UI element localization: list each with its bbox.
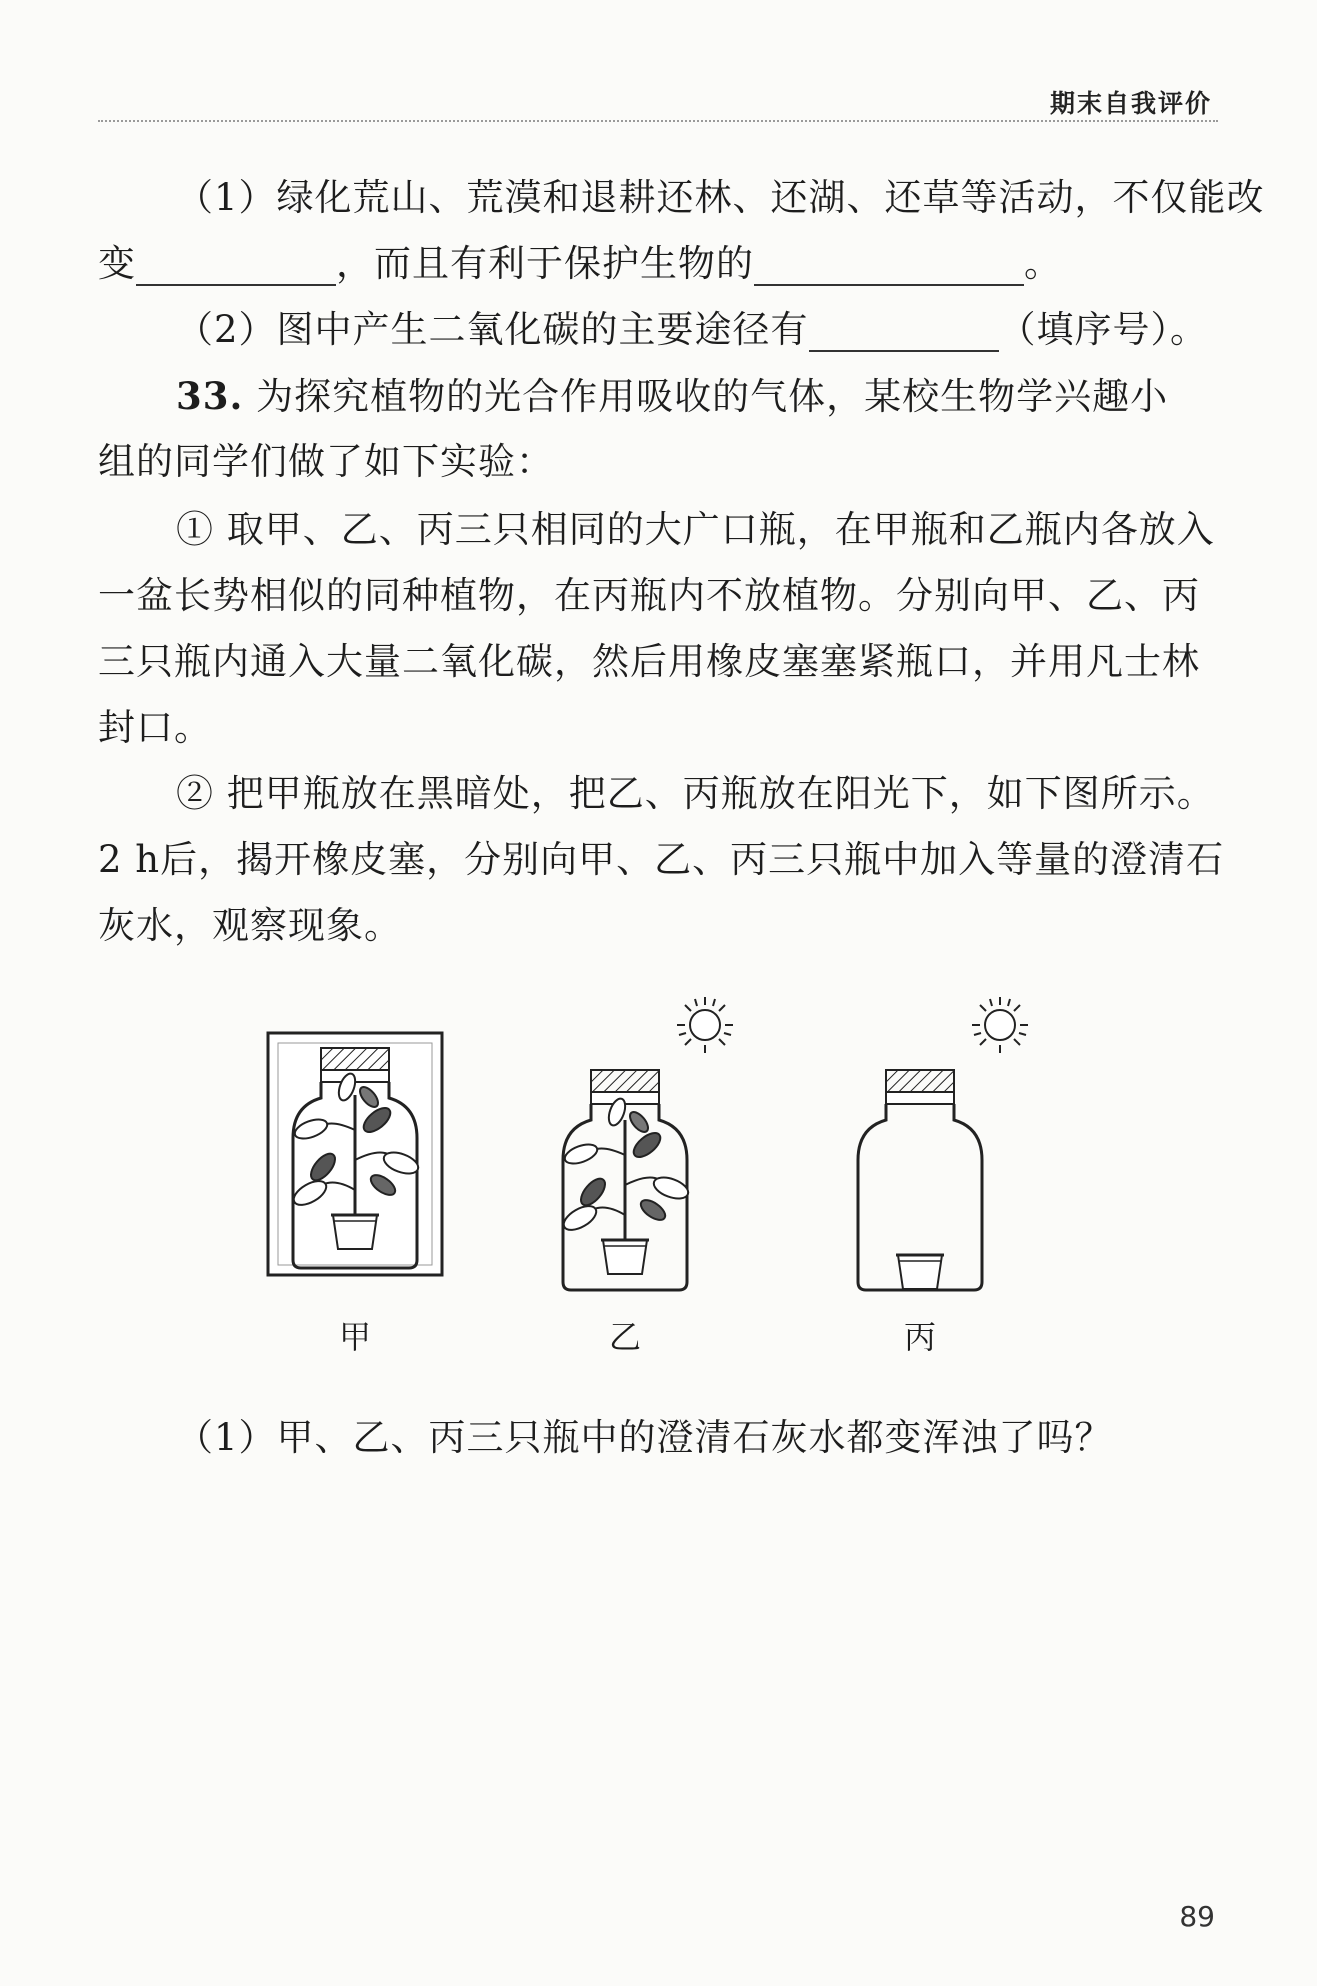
answer-blank-2[interactable]: [754, 240, 1024, 286]
answer-blank-3[interactable]: [809, 306, 999, 352]
q32-part1-line1: （1）绿化荒山、荒漠和退耕还林、还湖、还草等活动，不仅能改: [176, 176, 1265, 219]
jar-yi: [560, 997, 733, 1290]
q33-step2-line2: 2 h后，揭开橡皮塞，分别向甲、乙、丙三只瓶中加入等量的澄清石: [98, 838, 1225, 881]
label-yi: 乙: [608, 1318, 641, 1356]
q33-intro-line2: 组的同学们做了如下实验：: [98, 440, 554, 483]
q32-text: 。: [1024, 242, 1062, 285]
q32-text: （2）图中产生二氧化碳的主要途径有: [176, 308, 809, 351]
experiment-figure: [250, 990, 1070, 1370]
q33-intro-line1: [176, 363, 1223, 430]
jar-bing: [858, 997, 1028, 1290]
answer-blank-1[interactable]: [136, 240, 336, 286]
q32-text: ，而且有利于保护生物的: [336, 242, 754, 285]
q32-text: （填序号）。: [998, 308, 1209, 351]
q33-step2-line3: 灰水，观察现象。: [98, 904, 402, 947]
page-header: [98, 80, 1218, 122]
q33-step1-line2: 一盆长势相似的同种植物，在丙瓶内不放植物。分别向甲、乙、丙: [98, 574, 1200, 617]
q32-part2: [176, 297, 1223, 363]
q32-text: 变: [98, 242, 136, 285]
q33-step1-line1: ① 取甲、乙、丙三只相同的大广口瓶，在甲瓶和乙瓶内各放入: [176, 508, 1215, 551]
label-bing: 丙: [903, 1318, 936, 1356]
page-number: 89: [1179, 1900, 1215, 1933]
q33-step2-line1: ② 把甲瓶放在黑暗处，把乙、丙瓶放在阳光下，如下图所示。: [176, 772, 1215, 815]
header-title: 期末自我评价: [1049, 89, 1212, 118]
jar-jia: [268, 1033, 442, 1275]
q33-step1-line3: 三只瓶内通入大量二氧化碳，然后用橡皮塞塞紧瓶口，并用凡士林: [98, 640, 1200, 683]
q33-sub-question-1: （1）甲、乙、丙三只瓶中的澄清石灰水都变浑浊了吗？: [176, 1416, 1113, 1459]
q33-step1-line4: 封口。: [98, 706, 212, 749]
question-number: 33.: [176, 374, 244, 418]
q33-text: 为探究植物的光合作用吸收的气体，某校生物学兴趣小: [256, 375, 1169, 418]
label-jia: 甲: [338, 1318, 371, 1356]
q32-part1-line2: [98, 231, 1223, 297]
